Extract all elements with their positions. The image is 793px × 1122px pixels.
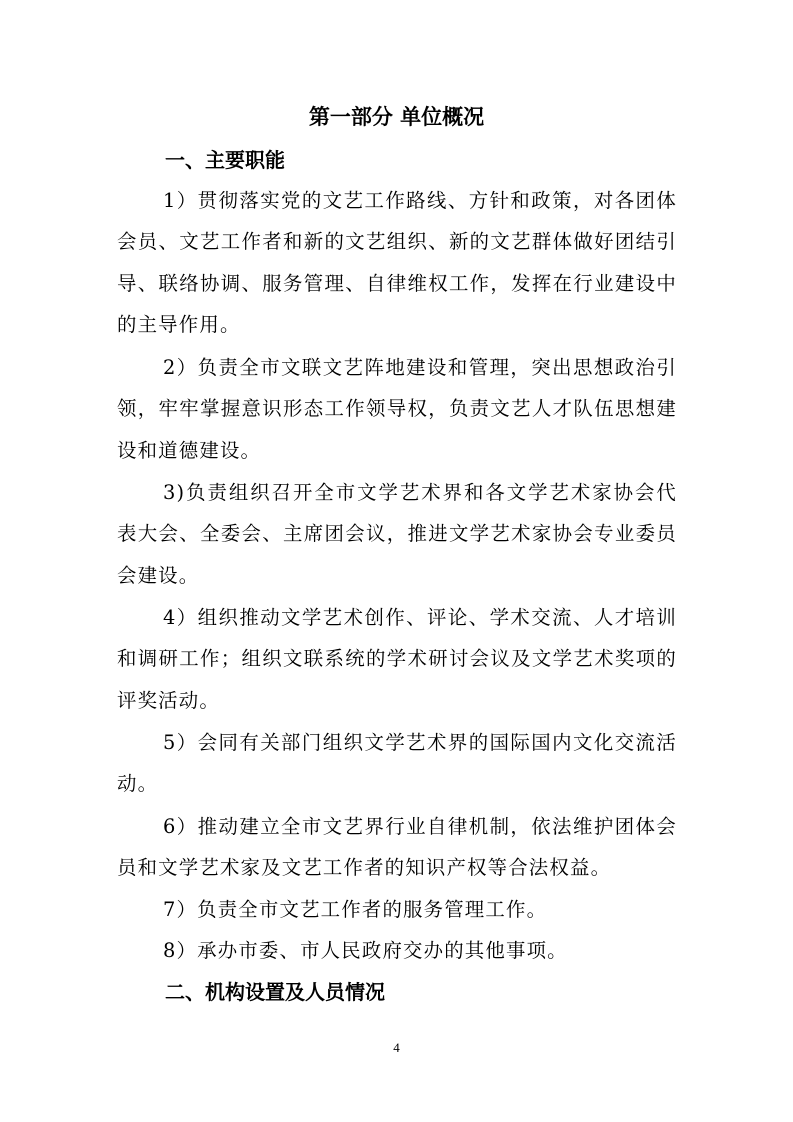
page-title: 第一部分 单位概况	[308, 105, 485, 129]
paragraph-function-2: 2）负责全市文联文艺阵地建设和管理，突出思想政治引领，牢牢掌握意识形态工作领导权，负责文艺人才队伍思想建设和道德建设。	[117, 356, 677, 462]
section-heading-organization: 二、机构设置及人员情况	[165, 980, 385, 1004]
paragraph-function-6: 6）推动建立全市文艺界行业自律机制，依法维护团体会员和文学艺术家及文艺工作者的知识产权等合法权益。	[117, 815, 677, 880]
section-heading-main-functions: 一、主要职能	[165, 148, 285, 172]
paragraph-function-4: 4）组织推动文学艺术创作、评论、学术交流、人才培训和调研工作；组织文联系统的学术研讨会议及文学艺术奖项的评奖活动。	[117, 606, 677, 712]
paragraph-function-3: 3)负责组织召开全市文学艺术界和各文学艺术家协会代表大会、全委会、主席团会议，推进文学艺术家协会专业委员会建设。	[117, 481, 677, 587]
paragraph-function-5: 5）会同有关部门组织文学艺术界的国际国内文化交流活动。	[117, 731, 677, 796]
paragraph-function-8: 8）承办市委、市人民政府交办的其他事项。	[163, 939, 568, 962]
page-number: 4	[393, 1040, 400, 1055]
paragraph-function-7: 7）负责全市文艺工作者的服务管理工作。	[163, 898, 548, 921]
paragraph-function-1: 1）贯彻落实党的文艺工作路线、方针和政策，对各团体会员、文艺工作者和新的文艺组织、新的文艺群体做好团结引导、联络协调、服务管理、自律维权工作，发挥在行业建设中的主导作用。	[117, 189, 677, 336]
